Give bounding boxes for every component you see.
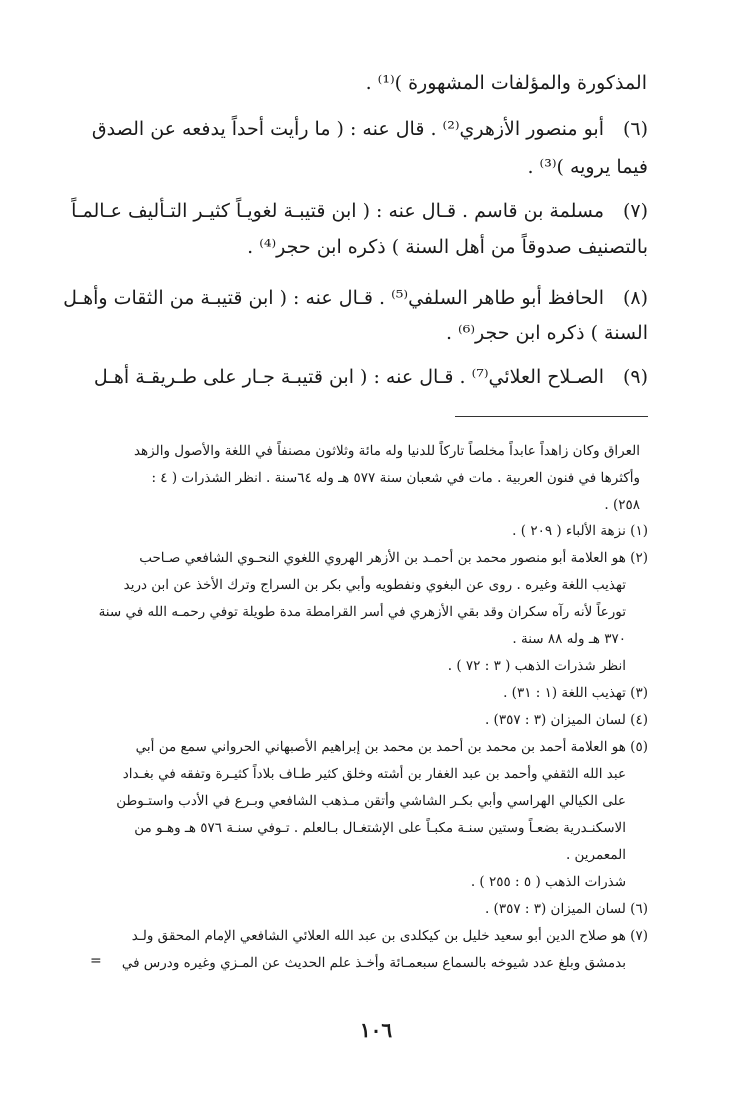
footnote-line: على الكيالي الهراسي وأبي بكـر الشاشي وأتقن مـذهب الشافعي وبـرع في الأدب واستـوطن [116, 793, 626, 809]
footnote-line: (٤) لسان الميزان (٣ : ٣٥٧) . [484, 712, 648, 728]
entry-line: أبو منصور الأزهري⁽²⁾ . قال عنه : ( ما رأيت أحداً يدفعه عن الصدق [91, 118, 604, 140]
continuation-mark: = [90, 953, 102, 969]
footnote-separator [455, 416, 648, 417]
entry-line: بالتصنيف صدوقاً من أهل السنة ) ذكره ابن حجر⁽⁴⁾ . [247, 236, 648, 258]
intro-line: المذكورة والمؤلفات المشهورة )⁽¹⁾ . [365, 72, 647, 94]
footnote-line: العراق وكان زاهداً عابداً مخلصاً تاركاً للدنيا وله مائة وثلاثون مصنفاً في اللغة والأصول والزهد [133, 443, 640, 459]
entry-line: السنة ) ذكره ابن حجر⁽⁶⁾ . [445, 322, 648, 344]
footnote-line: ٢٥٨) . [604, 497, 640, 513]
footnote-line: شذرات الذهب ( ٥ : ٢٥٥ ) . [470, 874, 626, 890]
footnote-line: ٣٧٠ هـ وله ٨٨ سنة . [512, 631, 626, 647]
entry-line: فيما يرويه )⁽³⁾ . [527, 156, 648, 178]
footnote-line: عبد الله الثقفي وأحمد بن عبد الغفار بن أشته وخلق كثير طـاف بلاداً كثيـرة وتفقه في بغـداد [122, 766, 626, 782]
entry-number: (٦) [622, 118, 648, 140]
footnote-line: وأكثرها في فنون العربية . مات في شعبان سنة ٥٧٧ هـ وله ٦٤سنة . انظر الشذرات ( ٤ : [151, 470, 640, 486]
footnote-line: بدمشق وبلغ عدد شيوخه بالسماع سبعمـائة وأخـذ علم الحديث عن المـزي وغيره ودرس في [121, 955, 626, 971]
footnote-line: الاسكنـدرية بضعـاً وستين سنـة مكبـاً على الإشتغـال بـالعلم . تـوفي سنـة ٥٧٦ هـ وهـو من [134, 820, 626, 836]
entry-line: الصـلاح العلائي⁽⁷⁾ . قـال عنه : ( ابن قتيبـة جـار على طـريقـة أهـل [93, 366, 604, 388]
page-number: ١٠٦ [359, 1018, 393, 1042]
footnote-line: (٦) لسان الميزان (٣ : ٣٥٧) . [484, 901, 648, 917]
footnote-line: انظر شذرات الذهب ( ٣ : ٧٢ ) . [447, 658, 626, 674]
footnote-line: (٥) هو العلامة أحمد بن محمد بن أحمد بن محمد بن إبراهيم الأصبهاني الحرواني سمع من أبي [135, 739, 648, 755]
footnote-line: تورعاً لأنه رآه سكران وقد بقي الأزهري في أسر القرامطة مدة طويلة توفي رحمـه الله في سنة [98, 604, 626, 620]
entry-number: (٨) [622, 287, 648, 309]
footnote-line: المعمرين . [565, 847, 626, 863]
entry-number: (٩) [622, 366, 648, 388]
footnote-line: (١) نزهة الألباء ( ٢٠٩ ) . [512, 523, 648, 539]
entry-line: الحافظ أبو طاهر السلفي⁽⁵⁾ . قـال عنه : ( ابن قتيبـة من الثقات وأهـل [63, 287, 604, 309]
footnote-line: (٣) تهذيب اللغة (١ : ٣١) . [503, 685, 648, 701]
footnote-line: (٧) هو صلاح الدين أبو سعيد خليل بن كيكلدى بن عبد الله العلائي الشافعي الإمام المحقق ولـد [131, 928, 648, 944]
entry-line: مسلمة بن قاسم . قـال عنه : ( ابن قتيبـة لغويـاً كثيـر التـأليف عـالمـاً [71, 200, 604, 222]
footnote-line: تهذيب اللغة وغيره . روى عن البغوي ونفطويه وأبي بكر بن السراج وترك الأخذ عن ابن دريد [123, 577, 626, 593]
footnote-line: (٢) هو العلامة أبو منصور محمد بن أحمـد بن الأزهر الهروي اللغوي النحـوي الشافعي صـاحب [139, 550, 648, 566]
entry-number: (٧) [622, 200, 648, 222]
